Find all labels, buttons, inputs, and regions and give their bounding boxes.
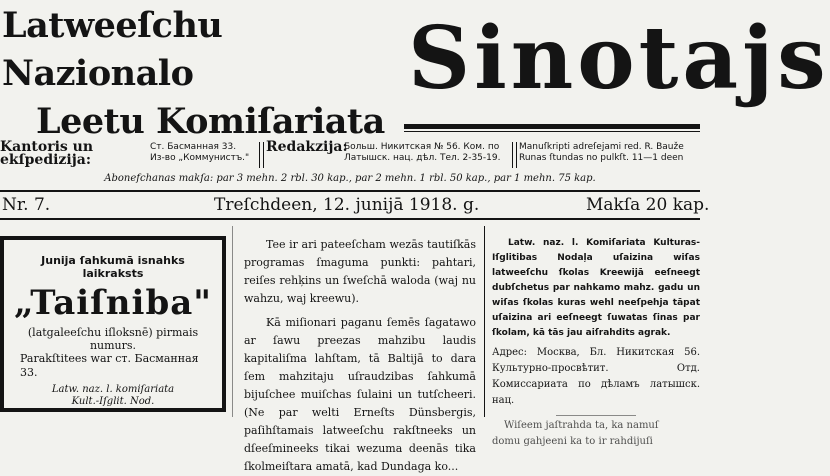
- masthead-subtitle: [0, 2, 400, 146]
- column-rule: [232, 226, 233, 417]
- office-address-1: Ст. Басманная 33.: [150, 142, 237, 152]
- announcement-box: [0, 236, 226, 412]
- article-paragraph: Tee ir ari pateeſcham wezās tautiſkās programas ſmaguma punkti: pahtari, reiſes rehķins un ſweſchā waloda (waj nu wahzu, waj kreewu).: [244, 238, 476, 305]
- right-column: [492, 236, 700, 450]
- editorial-label: Redakzija:: [266, 139, 348, 155]
- separator: [556, 415, 636, 416]
- masthead-rule-thin: [404, 131, 700, 132]
- article-start: domu gahjeeni ka to ir rahdijuſi: [492, 436, 653, 447]
- manuscripts-line-1: Manuſkripti adreſejami red. R. Bauže: [519, 142, 684, 152]
- ad-heading: Junija ſahkumā isnahks laikraksts: [41, 254, 185, 280]
- ad-subtitle: (latgaleeſchu iſloksnē) pirmais numurs.: [27, 326, 199, 352]
- manuscripts-line-2: Runas ſtundas no pulkſt. 11—1 deen: [519, 153, 684, 163]
- dateline: [0, 190, 710, 220]
- column-rule: [484, 226, 485, 417]
- masthead-line-1: Latweeſchu Nazionalo: [2, 5, 223, 94]
- issue-date: Treſchdeen, 12. junijā 1918. g.: [214, 195, 480, 215]
- issue-number: Nr. 7.: [2, 195, 51, 215]
- ad-office-2: Kult.-Iſglit. Nod.: [71, 396, 155, 407]
- editorial-address-2: Латышск. нац. дѣл. Тел. 2-35-19.: [344, 153, 501, 163]
- middle-column: [244, 236, 476, 476]
- editorial-address-1: Больш. Никитская № 56. Ком. по: [344, 142, 500, 152]
- office-label: Kantoris un ekſpedizija:: [0, 139, 94, 168]
- newspaper-title: Sinotajs: [408, 8, 830, 109]
- notice-text: Latw. naz. l. Komiſariata Kulturas-Iſglitibas Nodaļa uſaizina wiſas latweeſchu ſkolas Kreewijā eeſneegt dubſchetus par nahkamo mahz. gadu un wiſas ſkolas kuras wehl neeſpehja tāpat uſaizina ari eeſneegt ſuwatas ſinas par ſkolam, kā tās jau aiſrahdits agrak.: [492, 238, 700, 338]
- article-start: Wiſeem jaſtrahda ta, ka namuſ: [504, 420, 659, 431]
- info-separator: [259, 142, 264, 168]
- masthead-line-2: Leetu Komiſariata: [36, 101, 385, 142]
- info-separator: [512, 142, 517, 168]
- ad-subscribe: Parakſtitees war ст. Басманная 33.: [20, 352, 199, 379]
- ad-office-1: Latw. naz. l. komiſariata: [51, 384, 175, 395]
- masthead-rule-thick: [404, 124, 700, 129]
- office-address-2: Из-во „Коммунистъ.": [150, 153, 250, 163]
- notice-address: Адрес: Москва, Бл. Никитская 56. Культурно-просвѣтит. Отд. Комиссариата по дѣламъ латышск. нац.: [492, 347, 700, 406]
- issue-price: Makſa 20 kap.: [586, 195, 710, 215]
- subscription-prices: Abonefchanas makſa: par 3 mehn. 2 rbl. 30 kap., par 2 mehn. 1 rbl. 50 kap., par 1 mehn. 75 kap.: [104, 173, 596, 184]
- ad-newspaper-title: „Taiſniba": [14, 283, 212, 323]
- article-paragraph: Kā miſionari paganu ſemēs ſagatawo ar ſawu preezas mahzibu laudis kapitaliſma lahſtam, tā Baltijā to dara ſem mahzitaju uſraudzibas ſahkumā bijuſchee muiſchas ſulaini un tutſcheeri. (Ne par welti Erneſts Dünsbergis, paſihſtamais latweeſchu rakſtneeks un dſeeſmineeks tikai wezuma deenās tika ſkolmeiſtara amatā, kad Dundaga ko...: [244, 316, 476, 473]
